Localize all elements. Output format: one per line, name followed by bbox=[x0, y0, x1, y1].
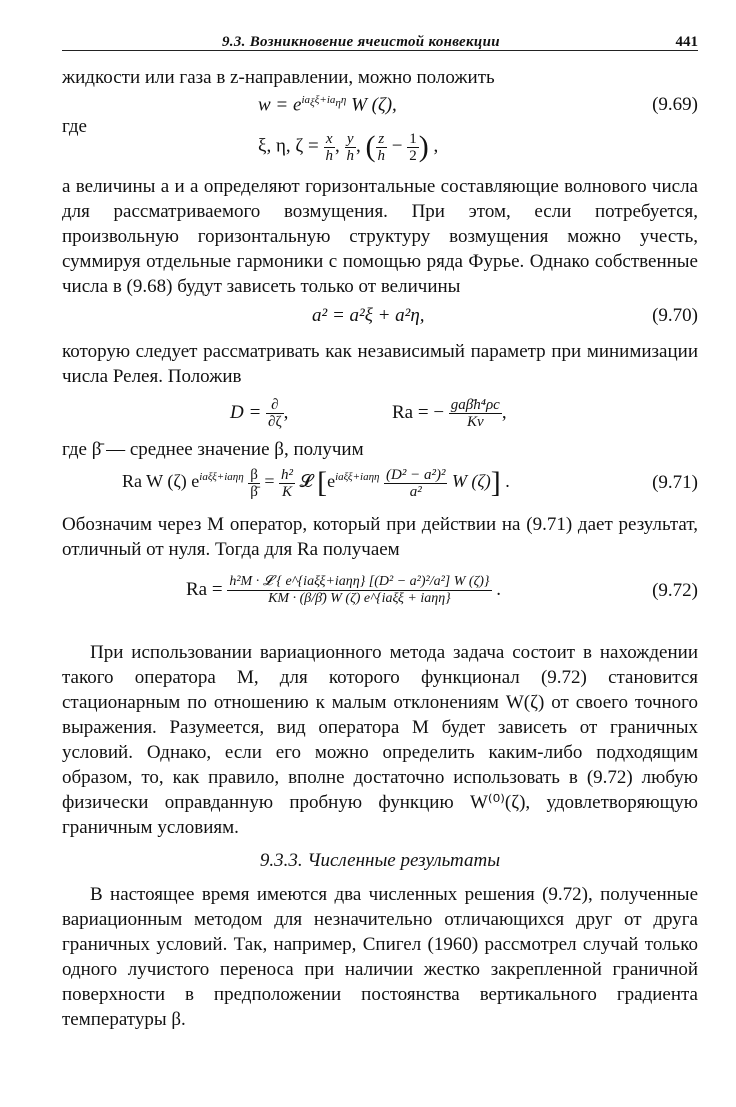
eq69-number: (9.69) bbox=[652, 94, 698, 115]
paragraph-3: которую следует рассматривать как независимый параметр при минимизации числа Релея. Положив bbox=[62, 341, 698, 387]
eq70-body: a² = a²ξ + a²η, bbox=[312, 305, 425, 326]
running-head bbox=[62, 26, 698, 51]
equation-9-70 bbox=[62, 305, 698, 335]
paragraph-6: В настоящее время имеются два численных решения (9.72), полученные вариационным методом для незначительно отличающихся друг от друга граничных условий. Так, например, Спигел (1960) рассмотрел случай только одного лучистого переноса при наличии жестко закрепленной граничной поверхности в предположении постоянства вертикального градиента температуры β. bbox=[62, 884, 698, 1030]
vars-equation: ξ, η, ζ = $\frac{x}{h}$ , $\frac{y}{h}$ , ( $\frac{z}{h}$ − $\frac{1}{2}$ ) , bbox=[258, 130, 439, 164]
where-beta-line: где β̄ — среднее значение β, получим bbox=[62, 439, 364, 460]
eq71-number: (9.71) bbox=[652, 472, 698, 493]
vars-row bbox=[62, 116, 698, 168]
eq72-number: (9.72) bbox=[652, 580, 698, 601]
paragraph-5: При использовании вариационного метода задача состоит в нахождении такого оператора M, для которого функционал (9.72) становится стационарным по отношению к малым отклонениям W(ζ) от своего точного выражения. Разумеется, вид оператора M будет зависеть от граничных условий. Однако, если его можно определить каким-либо подходящим образом, то, как правило, вполне достаточно использовать в (9.72) любую физически оправданную пробную функцию W⁽⁰⁾(ζ), удовлетворяющую граничным условиям. bbox=[62, 642, 698, 838]
eq72-body: Ra = $\frac{\text{h²M · 𝓛 \{ e\textasciicircum{}\{iaξξ+iaηη\} [(D² − a²)²/a²] W (ζ)\}}}{\text{KM · (β/β̄) W (ζ) e\textasciicircum{}\{iaξξ + iaηη\}}}$ . bbox=[186, 574, 502, 606]
eq71-body: Ra W (ζ) $e^{ia\xi\xi+ia\eta\eta}$ $\frac{\beta}{\betā}$ = $\frac{\text{h²}}{K}$ 𝓛 [$e^{ia\xi\xi+ia\eta\eta}$ $\frac{\text{(D² − a²)²}}{\text{a²}}$ W (ζ)] . bbox=[122, 466, 510, 500]
equation-9-72 bbox=[62, 570, 698, 626]
definitions-row bbox=[62, 393, 698, 437]
d-operator: D = $\frac{\partial}{\partial\zeta}$ , bbox=[230, 397, 289, 430]
equation-9-71 bbox=[62, 462, 698, 506]
running-head-title: 9.3. Возникновение ячеистой конвекции bbox=[222, 34, 500, 50]
equation-9-69 bbox=[62, 94, 698, 124]
rayleigh-definition: Ra = − $\frac{\text{gaβ̄h⁴ρc}}{K\nu}$ , bbox=[392, 397, 507, 430]
paragraph-4: Обозначим через M оператор, который при действии на (9.71) дает результат, отличный от нуля. Тогда для Ra получаем bbox=[62, 514, 698, 560]
where-label-1: где bbox=[62, 116, 87, 137]
page bbox=[62, 26, 698, 1032]
page-number: 441 bbox=[675, 34, 698, 50]
section-heading: 9.3.3. Численные результаты bbox=[259, 850, 501, 871]
eq70-number: (9.70) bbox=[652, 305, 698, 326]
paragraph-1: жидкости или газа в z-направлении, можно положить bbox=[62, 67, 495, 88]
eq69-body: $w = e^{ia_\xi\xi+ia_\eta\eta}$ W (ζ), bbox=[258, 94, 397, 116]
paragraph-2: а величины a и a определяют горизонтальные составляющие волнового числа для рассматриваемого возмущения. При этом, если потребуется, произвольную горизонтальную структуру возмущения можно учесть, суммируя отдельные гармоники с помощью ряда Фурье. Однако собственные числа в (9.68) будут зависеть только от величины bbox=[62, 176, 698, 297]
